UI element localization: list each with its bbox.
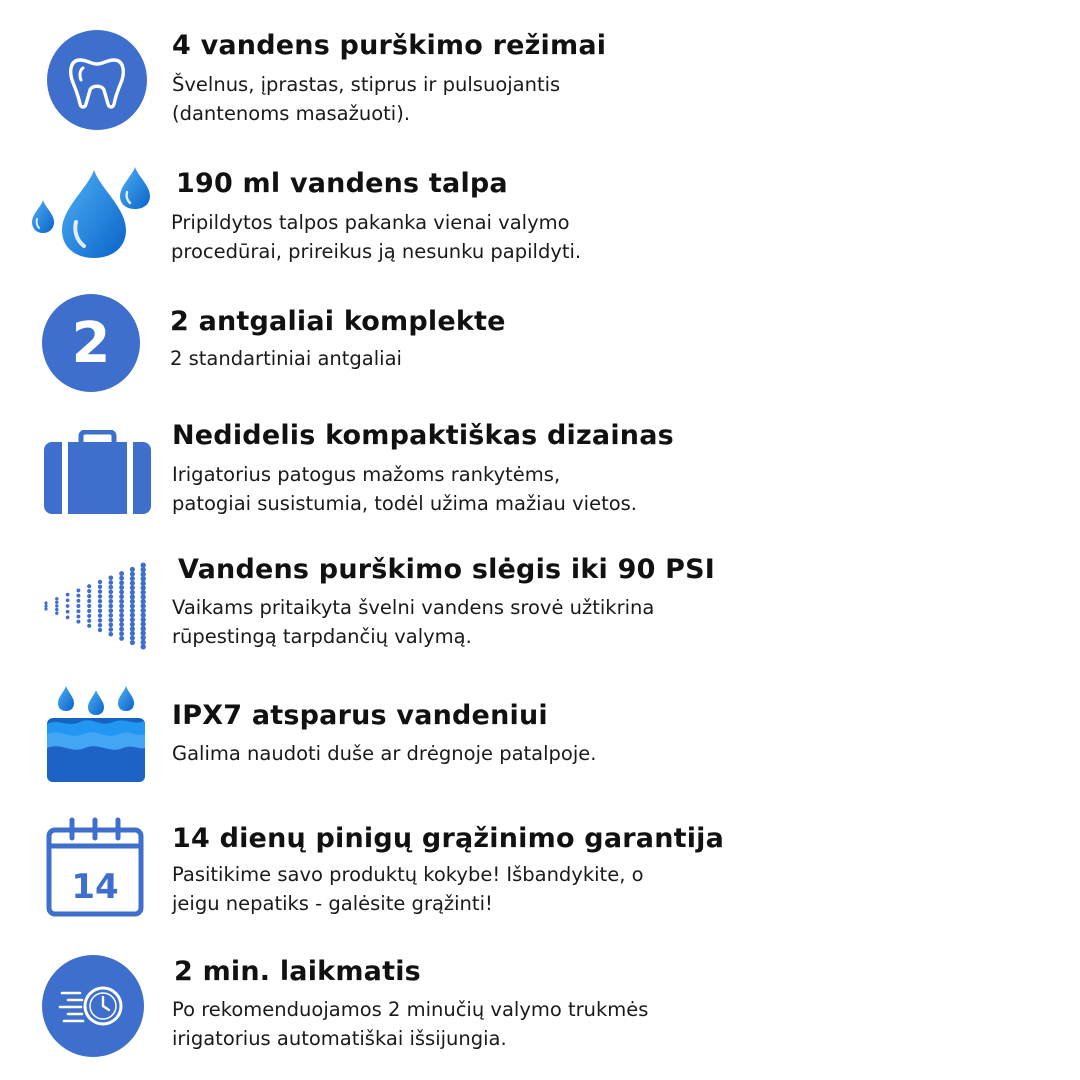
calendar-icon — [46, 816, 144, 918]
feature-title: 2 antgaliai komplekte — [170, 306, 506, 337]
water-spray-icon — [40, 562, 152, 650]
feature-description: Galima naudoti duše ar drėgnoje patalpoje. — [172, 742, 597, 765]
water-drops-icon — [28, 164, 156, 262]
waterproof-icon — [47, 684, 145, 782]
feature-title: 4 vandens purškimo režimai — [172, 30, 607, 61]
feature-description: Irigatorius patogus mažoms rankytėms, patogiai susistumia, todėl užima mažiau vietos. — [172, 463, 638, 515]
svg-text:2: 2 — [71, 311, 111, 376]
feature-title: 14 dienų pinigų grąžinimo garantija — [172, 823, 725, 854]
timer-icon — [42, 955, 144, 1057]
svg-text:14: 14 — [71, 867, 119, 907]
feature-description: Pripildytos talpos pakanka vienai valymo procedūrai, prireikus ją nesunku papildyti. — [171, 211, 582, 263]
feature-title: IPX7 atsparus vandeniui — [172, 700, 548, 731]
feature-description: Pasitikime savo produktų kokybe! Išbandykite, o jeigu nepatiks - galėsite grąžinti! — [172, 863, 644, 915]
number-two-icon — [42, 294, 140, 392]
feature-description: Vaikams pritaikyta švelni vandens srovė užtikrina rūpestingą tarpdančių valymą. — [172, 596, 655, 648]
feature-description: Po rekomenduojamos 2 minučių valymo trukmės irigatorius automatiškai išsijungia. — [172, 998, 649, 1050]
feature-title: Nedidelis kompaktiškas dizainas — [172, 420, 674, 451]
feature-description: Švelnus, įprastas, stiprus ir pulsuojantis (dantenoms masažuoti). — [172, 73, 561, 125]
feature-title: 2 min. laikmatis — [174, 956, 421, 987]
feature-description: 2 standartiniai antgaliai — [170, 347, 402, 370]
feature-title: 190 ml vandens talpa — [176, 168, 508, 199]
feature-title: Vandens purškimo slėgis iki 90 PSI — [178, 554, 716, 585]
suitcase-icon — [44, 430, 151, 514]
tooth-icon — [47, 30, 147, 130]
